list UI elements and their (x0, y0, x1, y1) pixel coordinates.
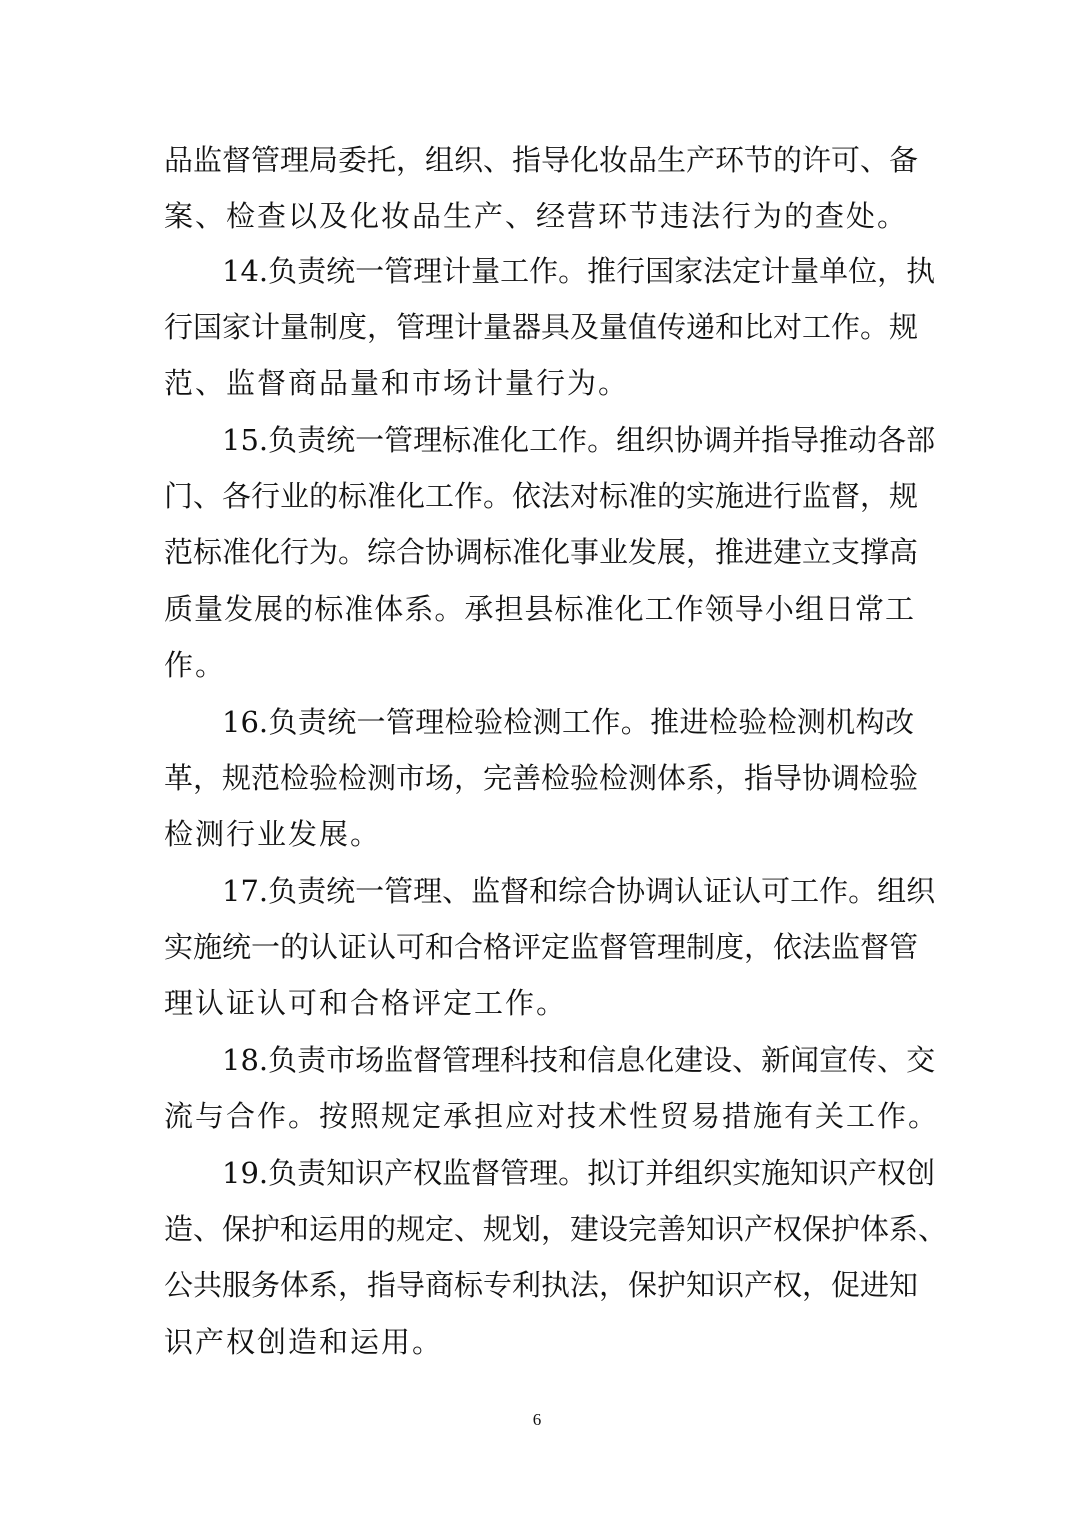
text-line: 实施统一的认证认可和合格评定监督管理制度，依法监督管 (164, 930, 919, 964)
text-line: 范、监督商品量和市场计量行为。 (164, 366, 630, 400)
item-16-heading-line: 16.负责统一管理检验检测工作。推进检验检测机构改 (222, 705, 914, 739)
item-18-heading-line: 18.负责市场监督管理科技和信息化建设、新闻宣传、交 (222, 1043, 936, 1077)
item-19-heading-line: 19.负责知识产权监督管理。拟订并组织实施知识产权创 (222, 1156, 936, 1190)
text-line: 公共服务体系，指导商标专利执法，保护知识产权，促进知 (164, 1268, 919, 1302)
text-line: 理认证认可和合格评定工作。 (164, 986, 568, 1020)
text-line: 识产权创造和运用。 (164, 1325, 444, 1359)
text-line: 门、各行业的标准化工作。依法对标准的实施进行监督，规 (164, 479, 919, 513)
text-line: 作。 (164, 648, 227, 682)
text-line: 质量发展的标准体系。承担县标准化工作领导小组日常工 (164, 592, 914, 626)
item-15-heading-line: 15.负责统一管理标准化工作。组织协调并指导推动各部 (222, 423, 936, 457)
text-line: 范标准化行为。综合协调标准化事业发展，推进建立支撑高 (164, 535, 919, 569)
text-line: 行国家计量制度，管理计量器具及量值传递和比对工作。规 (164, 310, 919, 344)
page-number: 6 (532, 1410, 542, 1429)
item-14-heading-line: 14.负责统一管理计量工作。推行国家法定计量单位，执 (222, 254, 936, 288)
text-line: 检测行业发展。 (164, 817, 382, 851)
text-line: 造、保护和运用的规定、规划，建设完善知识产权保护体系、 (164, 1212, 948, 1246)
text-line: 案、检查以及化妆品生产、经营环节违法行为的查处。 (164, 199, 909, 233)
text-line: 品监督管理局委托，组织、指导化妆品生产环节的许可、备 (164, 143, 919, 177)
text-line: 革，规范检验检测市场，完善检验检测体系，指导协调检验 (164, 761, 919, 795)
text-line: 流与合作。按照规定承担应对技术性贸易措施有关工作。 (164, 1099, 940, 1133)
item-17-heading-line: 17.负责统一管理、监督和综合协调认证认可工作。组织 (222, 874, 936, 908)
